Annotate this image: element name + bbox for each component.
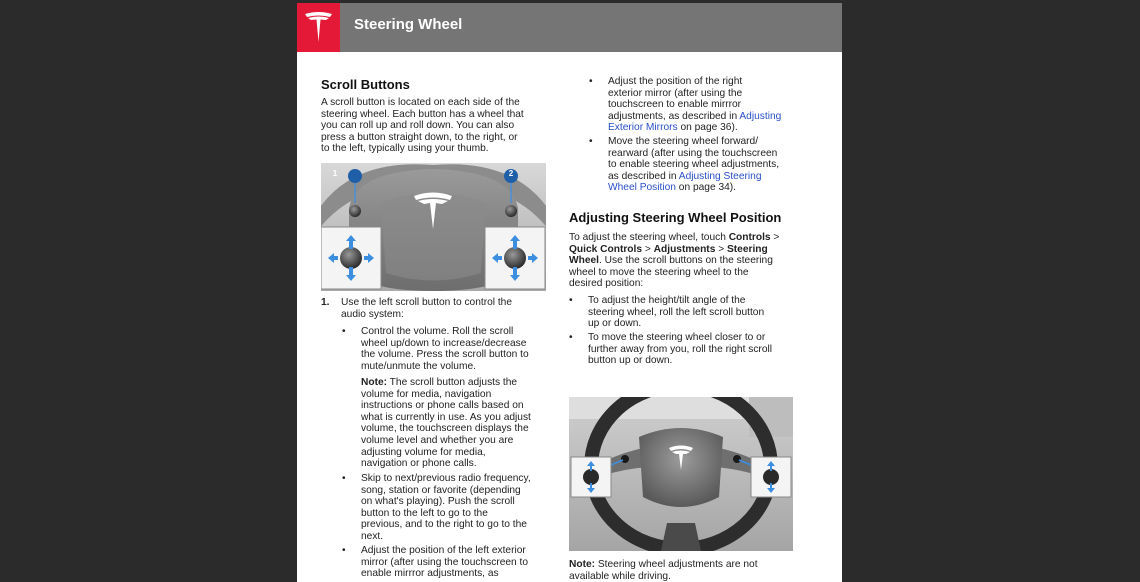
text-line: available while driving. [569,570,671,582]
text-line [608,111,781,123]
text-line: enable mirrror adjustments, as [361,568,499,580]
bullet-mark: • [569,295,573,306]
note-text: Steering wheel adjustments are not [595,559,758,570]
text-line: Skip to next/previous radio frequency, [361,473,531,484]
scroll-buttons-figure [321,163,546,291]
bullet-mark: • [569,332,573,343]
text-line: button up or down. [588,355,673,367]
text-line: exterior mirror (after using the [608,87,743,99]
text-run: adjustments, as described in [608,110,740,122]
text-run: on page 36). [677,122,738,134]
bullet-wheel-forward [608,136,779,194]
menu-path-controls: Controls [728,232,771,243]
text-line: To move the steering wheel closer to or [588,332,766,343]
note-volume [361,377,531,470]
text-line [608,182,779,194]
text-line: navigation or phone calls. [361,458,477,470]
text-line: Move the steering wheel forward/ [608,136,759,147]
section-heading-adjusting-position: Adjusting Steering Wheel Position [569,210,782,225]
text-line: next. [361,530,384,542]
text-line: on what's playing). Push the scroll [361,496,515,508]
menu-path-steering: Steering [726,243,768,255]
text-line [569,559,758,571]
bullet-mark: • [342,473,346,484]
link-adjusting-steering-wheel-position-cont[interactable]: Wheel Position [608,182,676,194]
text-line: To adjust the height/tilt angle of the [588,295,746,306]
text-line: press a button straight down, to the right, or [321,131,518,143]
text-line [569,255,779,267]
text-line [608,122,781,134]
bullet-mark: • [589,76,593,87]
tesla-logo [297,3,340,52]
bullet-closer-further [588,332,772,367]
tesla-logo-icon [304,11,333,44]
bullet-height-tilt [588,295,764,330]
text-line: the volume. Press the scroll button to [361,349,529,361]
text-line: steering wheel. Each button has a wheel that [321,108,524,120]
section-heading-scroll-buttons: Scroll Buttons [321,77,410,92]
adjust-paragraph [569,232,779,290]
text-line: wheel up/down to increase/decrease [361,337,527,349]
note-label: Note: [361,377,388,388]
menu-path-adjustments: Adjustments [653,243,716,255]
note-driving [569,559,758,582]
text-line: steering wheel, roll the left scroll button [588,306,765,318]
text-line: mirror (after using the touchscreen to [361,556,529,568]
text-line: mute/unmute the volume. [361,360,476,372]
text-line: song, station or favorite (depending [361,484,521,496]
text-line: Adjust the position of the left exterior [361,545,526,556]
text-line: previous, and to the right to go to the [361,519,527,531]
note-label: Note: [569,559,596,570]
text-line: Control the volume. Roll the scroll [361,326,514,337]
text-line: volume, the touchscreen displays the [361,423,529,435]
text-line [361,377,531,389]
steering-hub-illustration [321,163,546,291]
page-title: Steering Wheel [354,16,463,33]
text-line: wheel to move the steering wheel to the [569,266,749,278]
bullet-right-mirror [608,76,781,134]
text-line [608,171,779,183]
text-run: > [715,243,727,255]
menu-path-wheel: Wheel [569,255,600,267]
link-adjusting-exterior-mirrors-cont[interactable]: Exterior Mirrors [608,122,678,134]
text-line [569,244,779,256]
text-line: you can roll up and roll down. You can also [321,120,515,132]
bullet-mark: • [342,326,346,337]
steering-wheel-illustration [569,397,793,551]
link-adjusting-exterior-mirrors[interactable]: Adjusting [739,110,782,122]
text-run: To adjust the steering wheel, touch [569,232,729,243]
bullet-skip [361,473,531,543]
text-line: adjusting volume for media, [361,446,486,458]
list-number: 1. [321,297,330,308]
link-adjusting-steering-wheel-position[interactable]: Adjusting Steering [678,170,762,182]
bullet-volume [361,326,529,372]
text-run: as described in [608,170,679,182]
callout-number-2: 2 [508,169,514,178]
menu-path-quick-controls: Quick Controls [569,243,643,255]
text-line: rearward (after using the touchscreen [608,147,778,159]
note-text: The scroll button adjusts the [387,377,518,388]
text-line: A scroll button is located on each side of the [321,97,520,108]
text-line: instructions or phone calls based on [361,400,524,412]
text-line: touchscreen to enable mirrror [608,99,742,111]
text-line: audio system: [341,308,404,320]
text-run: on page 34). [675,182,736,194]
text-line: further away from you, roll the right scroll [588,343,773,355]
text-line: Adjust the position of the right [608,76,743,87]
text-line: to the left, typically using your thumb. [321,143,489,155]
callout-number-1: 1 [332,169,338,178]
text-line: desired position: [569,278,644,290]
text-line: volume for media, navigation [361,388,492,400]
text-run: > [642,243,654,255]
bullet-mark: • [342,545,346,556]
text-run: > [770,232,780,243]
manual-page [297,3,842,582]
intro-paragraph [321,97,524,155]
bullet-mark: • [589,136,593,147]
steering-wheel-figure [569,397,793,551]
text-line [569,232,779,244]
text-line: what is currently in use. As you adjust [361,411,531,423]
text-line: to enable steering wheel adjustments, [608,159,780,171]
text-line: Use the left scroll button to control the [341,297,513,308]
text-run: . Use the scroll buttons on the steering [599,255,773,267]
text-line: up or down. [588,318,642,330]
text-line: volume level and whether you are [361,434,514,446]
list-item-audio [341,297,512,320]
page-header [297,3,842,52]
bullet-left-mirror [361,545,528,580]
text-line: button to the left to go to the [361,507,488,519]
